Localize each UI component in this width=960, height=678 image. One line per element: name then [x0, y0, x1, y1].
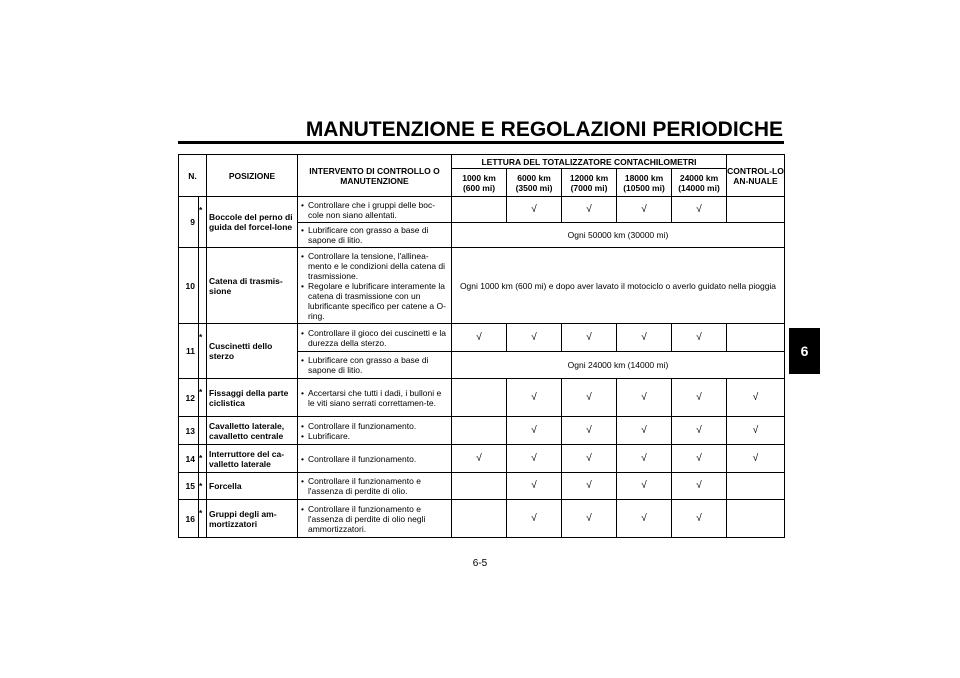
header-intervention: INTERVENTO DI CONTROLLO O MANUTENZIONE: [298, 155, 452, 197]
check-cell: √: [562, 324, 617, 352]
row-number: 13: [179, 417, 199, 445]
interval-text: Ogni 1000 km (600 mi) e dopo aver lavato il motociclo o averlo guidato nella pioggia: [452, 248, 785, 324]
maintenance-table: [178, 154, 785, 538]
check-cell: √: [562, 445, 617, 473]
row-star: *: [199, 473, 207, 500]
check-cell: √: [672, 324, 727, 352]
table-row: [179, 324, 785, 352]
check-cell: √: [507, 197, 562, 223]
header-km-3: 12000 km (7000 mi): [562, 169, 617, 197]
check-cell: √: [617, 417, 672, 445]
check-cell: √: [562, 500, 617, 538]
check-cell: √: [617, 473, 672, 500]
check-cell: √: [452, 445, 507, 473]
check-cell: √: [727, 445, 785, 473]
check-cell: √: [672, 417, 727, 445]
check-cell: √: [562, 197, 617, 223]
check-cell: √: [672, 445, 727, 473]
section-tab: 6: [789, 328, 820, 374]
table-row: [179, 248, 785, 324]
check-cell: √: [562, 379, 617, 417]
row-star: *: [199, 324, 207, 379]
header-km-2: 6000 km (3500 mi): [507, 169, 562, 197]
check-cell: √: [507, 473, 562, 500]
row-intervention: • Controllare il funzionamento e l'assenza di perdite di olio.: [298, 473, 452, 500]
row-intervention: • Lubrificare con grasso a base di sapone di litio.: [298, 352, 452, 379]
header-annual: CONTROL-LO AN-NUALE: [727, 155, 785, 197]
header-n: N.: [179, 155, 207, 197]
row-position: Fissaggi della parte ciclistica: [207, 379, 298, 417]
row-star: *: [199, 197, 207, 248]
check-cell: √: [617, 500, 672, 538]
row-intervention: • Controllare che i gruppi delle boc-cole non siano allentati.: [298, 197, 452, 223]
check-cell: √: [617, 324, 672, 352]
row-position: Cavalletto laterale, cavalletto centrale: [207, 417, 298, 445]
check-cell: [452, 417, 507, 445]
row-intervention: • Controllare il funzionamento.: [298, 445, 452, 473]
row-position: Boccole del perno di guida del forcel-lone: [207, 197, 298, 248]
header-km-1: 1000 km (600 mi): [452, 169, 507, 197]
row-number: 10: [179, 248, 199, 324]
check-cell: √: [727, 417, 785, 445]
interval-text: Ogni 24000 km (14000 mi): [452, 352, 785, 379]
row-position: Gruppi degli am-mortizzatori: [207, 500, 298, 538]
check-cell: √: [672, 379, 727, 417]
table-row: [179, 379, 785, 417]
row-intervention: • Controllare il gioco dei cuscinetti e la durezza della sterzo.: [298, 324, 452, 352]
table-row: [179, 473, 785, 500]
row-number: 14: [179, 445, 199, 473]
page-number: 6-5: [472, 558, 488, 569]
check-cell: √: [562, 473, 617, 500]
row-number: 11: [179, 324, 199, 379]
header-position: POSIZIONE: [207, 155, 298, 197]
check-cell: √: [507, 445, 562, 473]
check-cell: [727, 324, 785, 352]
row-intervention: • Lubrificare con grasso a base di sapone di litio.: [298, 223, 452, 248]
check-cell: √: [672, 197, 727, 223]
check-cell: √: [452, 324, 507, 352]
check-cell: [452, 500, 507, 538]
check-cell: √: [507, 324, 562, 352]
table-row: [179, 500, 785, 538]
row-star: *: [199, 445, 207, 473]
check-cell: √: [727, 379, 785, 417]
row-number: 16: [179, 500, 199, 538]
header-km-4: 18000 km (10500 mi): [617, 169, 672, 197]
check-cell: [727, 473, 785, 500]
check-cell: √: [672, 473, 727, 500]
check-cell: √: [507, 379, 562, 417]
check-cell: [452, 473, 507, 500]
check-cell: √: [617, 379, 672, 417]
check-cell: [727, 197, 785, 223]
page-title: MANUTENZIONE E REGOLAZIONI PERIODICHE: [305, 118, 783, 141]
header-odometer: LETTURA DEL TOTALIZZATORE CONTACHILOMETRI: [452, 155, 727, 169]
row-intervention: • Controllare il funzionamento. • Lubrificare.: [298, 417, 452, 445]
header-km-5: 24000 km (14000 mi): [672, 169, 727, 197]
row-position: Interruttore del ca-valletto laterale: [207, 445, 298, 473]
row-star: *: [199, 379, 207, 417]
row-intervention: • Controllare la tensione, l'allinea-mento e le condizioni della catena di trasmissione. • Regolare e lubrificare interamente la catena di trasmissione con un lubrificante specifico per catene a O-ring.: [298, 248, 452, 324]
row-position: Catena di trasmis-sione: [207, 248, 298, 324]
title-rule: [178, 141, 784, 144]
table-row: [179, 197, 785, 223]
row-position: Forcella: [207, 473, 298, 500]
check-cell: √: [672, 500, 727, 538]
interval-text: Ogni 50000 km (30000 mi): [452, 223, 785, 248]
row-number: 15: [179, 473, 199, 500]
check-cell: [452, 379, 507, 417]
check-cell: √: [617, 445, 672, 473]
check-cell: [452, 197, 507, 223]
check-cell: √: [617, 197, 672, 223]
check-cell: √: [507, 500, 562, 538]
row-number: 9: [179, 197, 199, 248]
check-cell: [727, 500, 785, 538]
row-star: *: [199, 500, 207, 538]
table-row: [179, 417, 785, 445]
check-cell: √: [507, 417, 562, 445]
table-row: [179, 445, 785, 473]
row-position: Cuscinetti dello sterzo: [207, 324, 298, 379]
row-intervention: • Controllare il funzionamento e l'assenza di perdite di olio negli ammortizzatori.: [298, 500, 452, 538]
check-cell: √: [562, 417, 617, 445]
row-intervention: • Accertarsi che tutti i dadi, i bulloni e le viti siano serrati correttamen-te.: [298, 379, 452, 417]
row-number: 12: [179, 379, 199, 417]
